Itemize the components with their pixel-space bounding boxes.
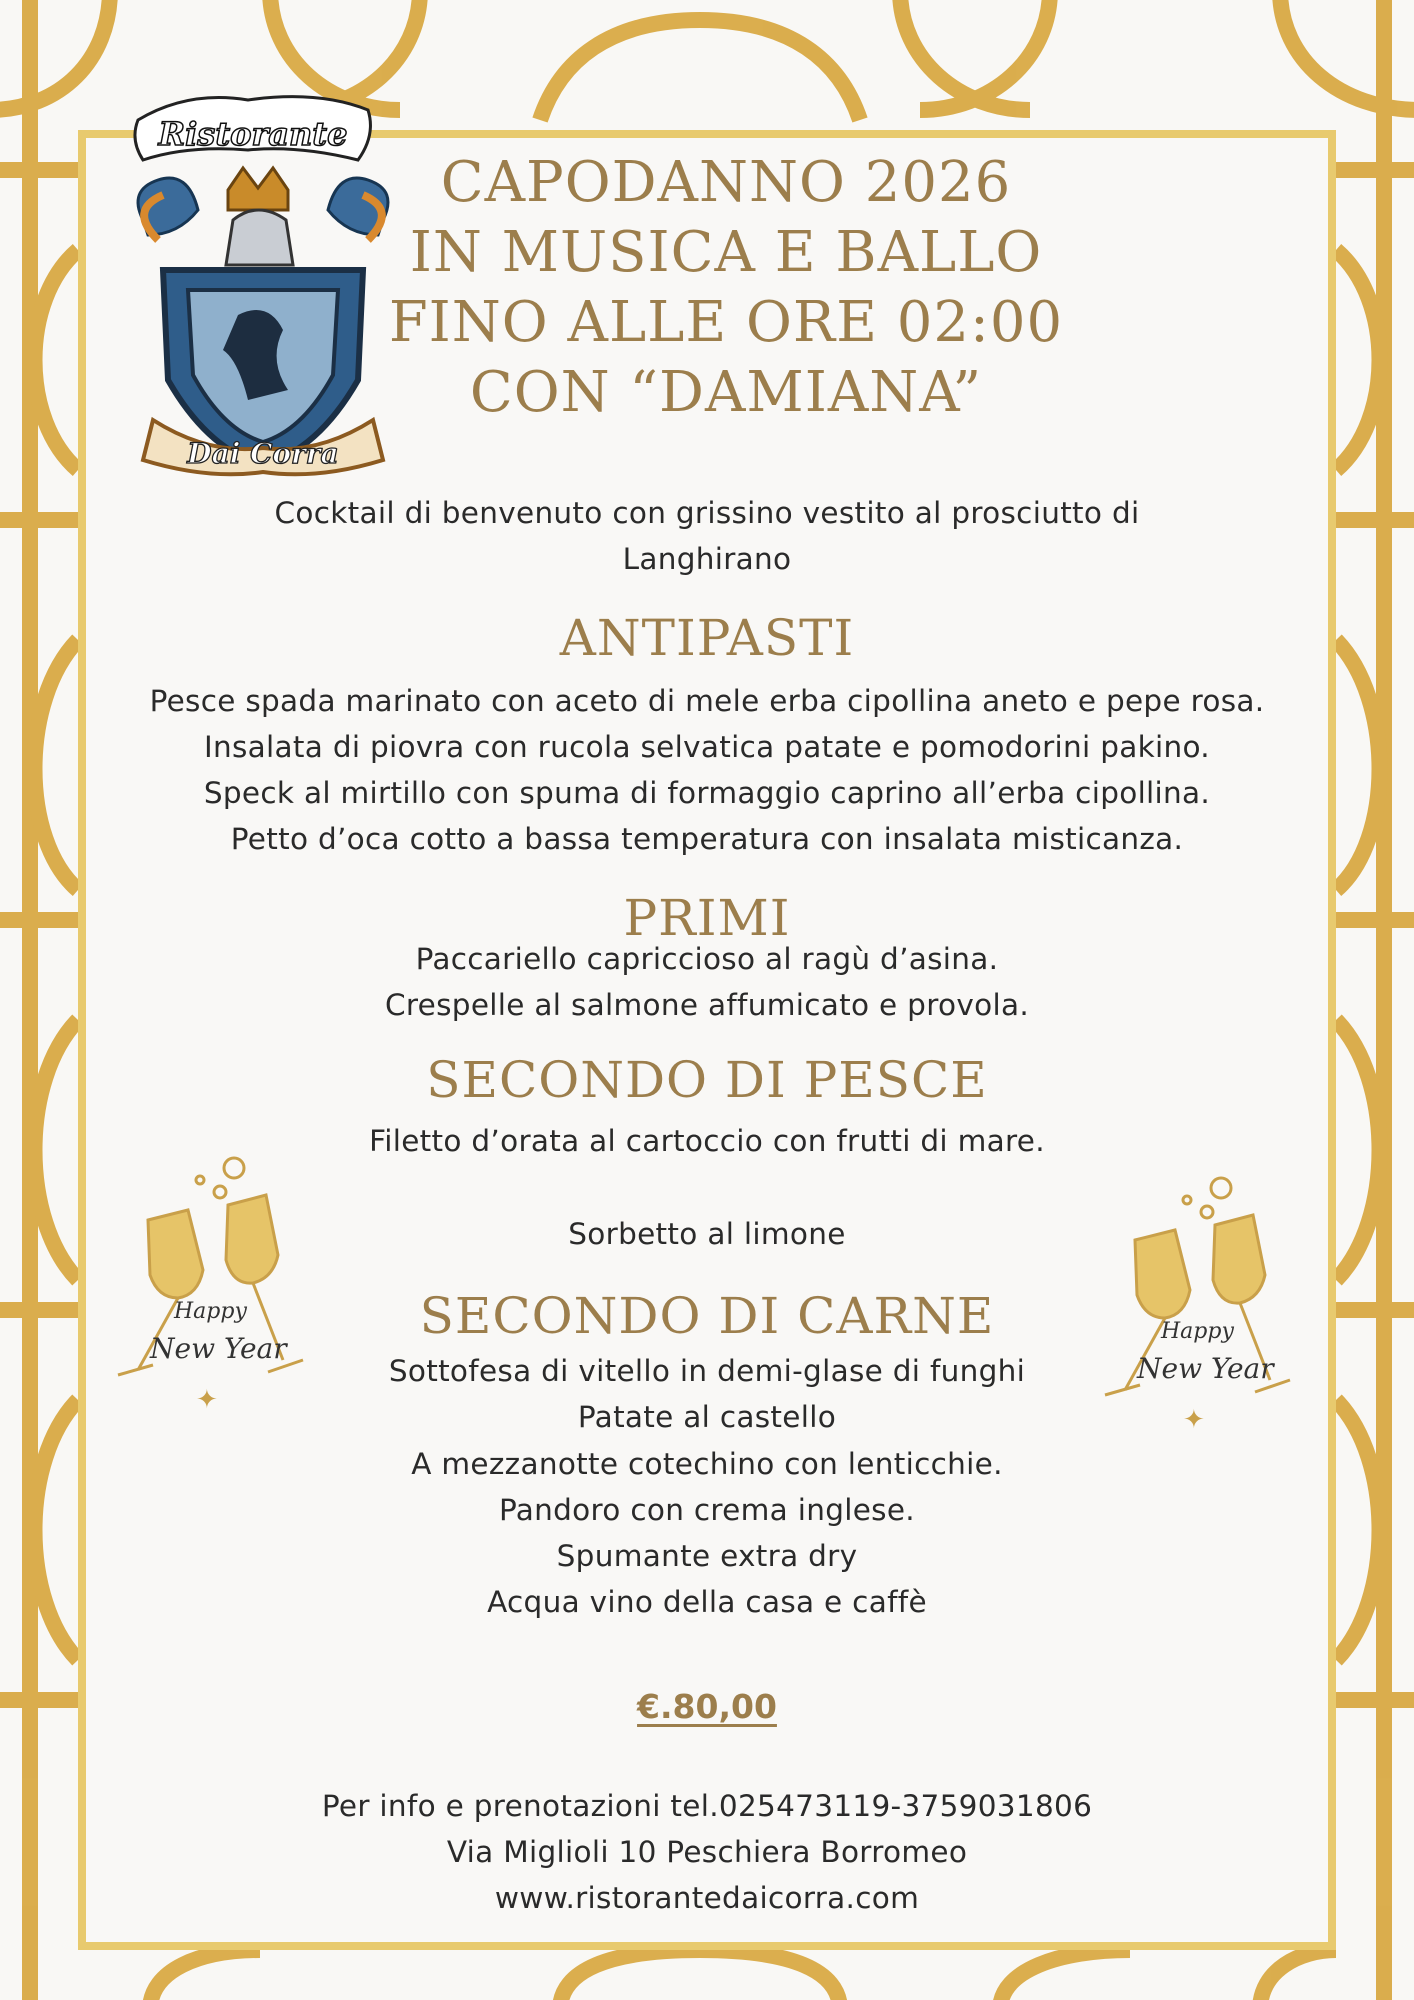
list-item: Spumante extra dry [556,1539,858,1573]
antipasti-list [86,678,1328,862]
champagne-toast-left [108,1150,338,1410]
list-item: Pesce spada marinato con aceto di mele erba cipollina aneto e pepe rosa. [149,684,1265,718]
contact-info [86,1783,1328,1921]
list-item: Speck al mirtillo con spuma di formaggio caprino all’erba cipollina. [203,776,1211,810]
price: €.80,00 [637,1687,777,1726]
restaurant-crest-logo [118,60,408,480]
title-line-3: FINO ALLE ORE 02:00 [388,290,1064,355]
title-line-1: CAPODANNO 2026 [440,150,1012,215]
primi-list [86,936,1328,1028]
finale-list [86,1441,1328,1625]
list-item: Petto d’oca cotto a bassa temperatura con insalata misticanza. [230,822,1184,856]
toast-right-newyear: New Year [1137,1352,1274,1385]
list-item: Patate al castello [577,1400,837,1434]
secondo-carne-heading: SECONDO DI CARNE [419,1287,995,1345]
list-item: Sottofesa di vitello in demi-glase di funghi [388,1354,1026,1388]
contact-address: Via Miglioli 10 Peschiera Borromeo [446,1835,968,1869]
list-item: Pandoro con crema inglese. [499,1493,915,1527]
secondo-pesce-heading: SECONDO DI PESCE [426,1051,988,1109]
contact-website: www.ristorantedaicorra.com [494,1881,920,1915]
contact-phone: Per info e prenotazioni tel.025473119-3759031806 [321,1789,1093,1823]
champagne-toast-right [1095,1170,1325,1430]
welcome-cocktail [86,490,1328,582]
antipasti-heading: ANTIPASTI [559,609,855,667]
logo-bottom-text: Dai Corra [187,437,339,470]
list-item: A mezzanotte cotechino con lenticchie. [411,1447,1003,1481]
welcome-line-1: Cocktail di benvenuto con grissino vestito al prosciutto di [274,496,1140,530]
list-item: Crespelle al salmone affumicato e provola. [385,988,1029,1022]
toast-right-happy: Happy [1161,1319,1234,1344]
sparkle-icon: ✦ [1183,1405,1205,1430]
primi-heading: PRIMI [623,889,791,947]
welcome-line-2: Langhirano [622,542,792,576]
logo-top-text: Ristorante [158,115,348,153]
sorbetto: Sorbetto al limone [568,1217,846,1251]
toast-left-newyear: New Year [150,1332,287,1365]
list-item: Insalata di piovra con rucola selvatica patate e pomodorini pakino. [203,730,1210,764]
list-item: Paccariello capriccioso al ragù d’asina. [415,942,999,976]
list-item: Filetto d’orata al cartoccio con frutti di mare. [369,1124,1045,1158]
toast-left-happy: Happy [174,1299,247,1324]
title-line-2: IN MUSICA E BALLO [409,220,1043,285]
list-item: Acqua vino della casa e caffè [487,1585,927,1619]
title-line-4: CON “DAMIANA” [469,360,983,425]
sparkle-icon: ✦ [196,1385,218,1410]
